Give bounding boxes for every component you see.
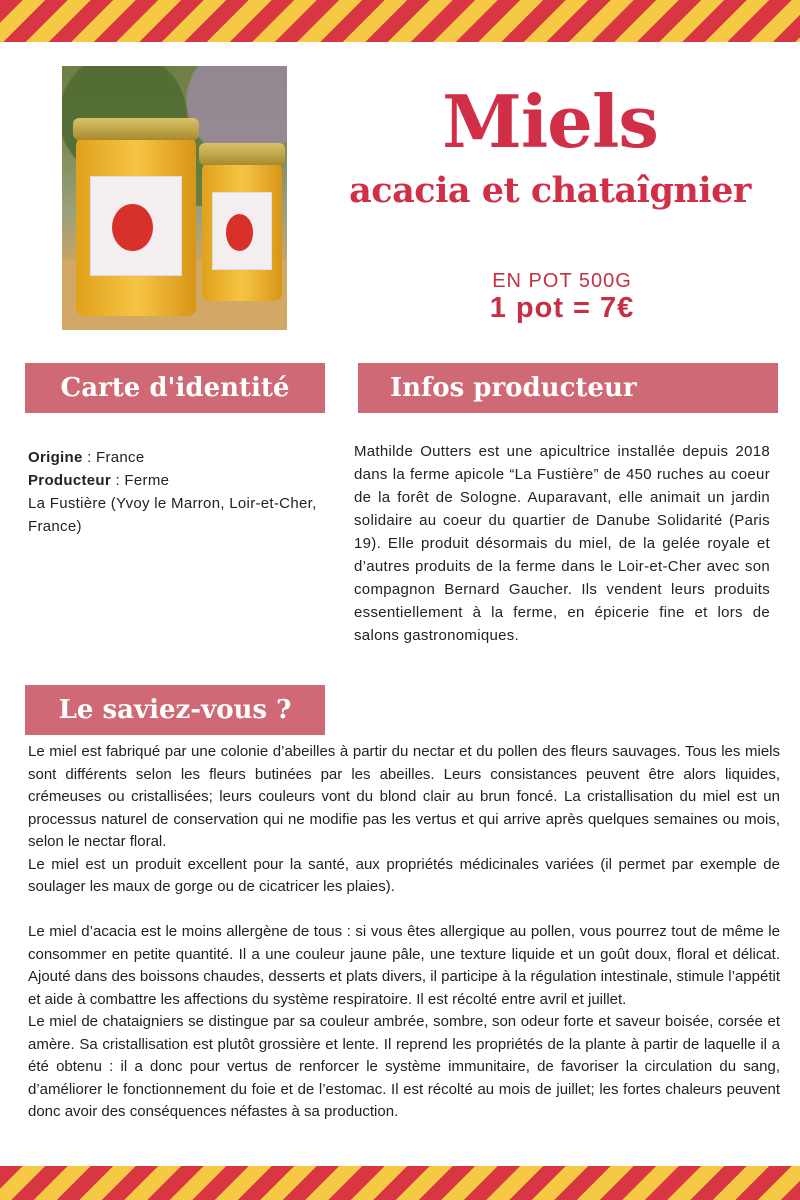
paragraph-health: Le miel est un produit excellent pour la santé, aux propriétés médicinales variées (il permet par exemple de soulager les maux de gorge ou de cicatricer les plaies). (28, 855, 780, 895)
jar-lid (199, 143, 285, 165)
origin-value: : France (82, 449, 145, 466)
large-honey-jar (76, 136, 196, 316)
producer-info-text: Mathilde Outters est une apicultrice installée depuis 2018 dans la ferme apicole “La Fustière” de 450 ruches au coeur de la forêt de Sologne. Auparavant, elle animait un jardin solidaire au coeur du quartier de Danube Solidarité (Paris 19). Elle produit désormais du miel, de la gelée royale et d’autres produits de la ferme dans le Loir-et-Cher avec son compagnon Bernard Gaucher. Ils vendent leurs produits essentiellement à la ferme, en épicerie fine et lors de salons gastronomiques. (354, 443, 770, 644)
paragraph-honey-production: Le miel est fabriqué par une colonie d’abeilles à partir du nectar et du pollen des fleurs sauvages. Tous les miels sont différents selon les fleurs butinées par les abeilles. Leurs consistances peuvent être alors liquides, crémeuses ou cristallisées; leurs couleurs vont du blond clair au brun foncé. La cristallisation du miel est un processus naturel de conservation qui ne modifie pas les vertus et qui arrive après quelques semaines ou mois, selon le nectar floral. (28, 743, 780, 850)
identity-card (28, 446, 322, 538)
did-you-know-text (28, 741, 780, 1124)
producer-value: : Ferme (111, 472, 170, 489)
pot-price: 1 pot = 7€ (489, 292, 635, 324)
producer-line (28, 469, 322, 492)
did-you-know-heading: Le saviez-vous ? (25, 685, 325, 735)
page-title: Miels (442, 79, 658, 164)
bottom-stripe-border (0, 1166, 800, 1200)
origin-label: Origine (28, 449, 83, 466)
page-subtitle: acacia et chataîgnier (349, 170, 751, 211)
pot-size: EN POT 500G (492, 270, 632, 292)
origin-line (28, 446, 322, 469)
poppy-icon (226, 214, 253, 250)
producer-detail: La Fustière (Yvoy le Marron, Loir-et-Cher, France) (28, 495, 317, 535)
poppy-icon (112, 204, 153, 251)
title-block (300, 80, 800, 214)
small-honey-jar (202, 161, 282, 301)
paragraph-chestnut: Le miel de chataigniers se distingue par sa couleur ambrée, sombre, son odeur forte et saveur boisée, corsée et amère. Sa cristallisation est plutôt grossière et lente. Il reprend les propriétés de la plante à partir de laquelle il a été obtenu : il a donc pour vertus de renforcer le système immunitaire, de favoriser la circulation du sang, d’améliorer le fonctionnement du foie et de l’estomac. Il est récolté au mois de juillet; les fortes chaleurs peuvent donc avoir des conséquences néfastes à sa production. (28, 1013, 780, 1120)
identity-card-heading: Carte d'identité (25, 363, 325, 413)
honey-jars-photo (62, 66, 287, 330)
paragraph-spacer (28, 899, 780, 922)
jar-lid (73, 118, 199, 140)
top-stripe-border (0, 0, 800, 42)
producer-info-heading: Infos producteur (358, 363, 778, 413)
producer-label: Producteur (28, 472, 112, 489)
paragraph-acacia: Le miel d’acacia est le moins allergène de tous : si vous êtes allergique au pollen, vous pourrez tout de même le consommer en petite quantité. Il a une couleur jaune pâle, une texture liquide et un goût doux, floral et délicat. Ajouté dans des boissons chaudes, desserts et plats divers, il participe à la régulation intestinale, stimule l’appétit et aide à combattre les affections du système respiratoire. Il est récolté entre avril et juillet. (28, 923, 780, 1008)
